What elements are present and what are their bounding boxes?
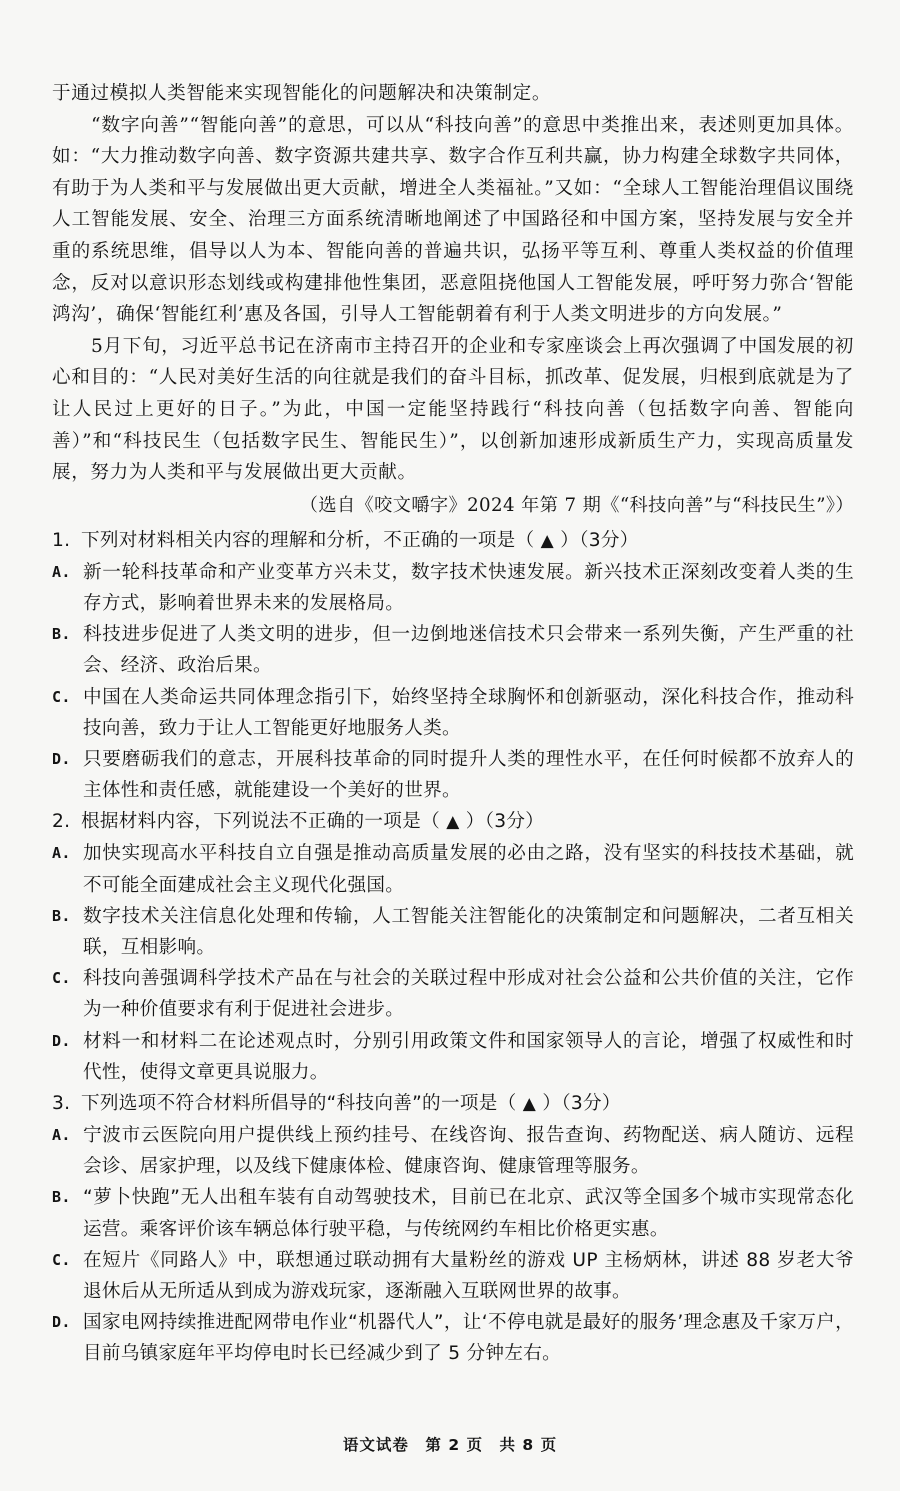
option-a[interactable] [52, 557, 854, 619]
question-stem [52, 806, 854, 838]
option-c[interactable] [52, 1245, 854, 1307]
option-text: 加快实现高水平科技自立自强是推动高质量发展的必由之路，没有坚实的科技技术基础，就不可能全面建成社会主义现代化强国。 [83, 843, 854, 896]
option-letter: B. [52, 906, 71, 925]
option-text: “萝卜快跑”无人出租车装有自动驾驶技术，目前已在北京、武汉等全国多个城市实现常态化运营。乘客评价该车辆总体行驶平稳，与传统网约车相比价格更实惠。 [83, 1187, 854, 1240]
question-score: ）（3分） [542, 1092, 621, 1114]
answer-marker-triangle-icon: ▲ [446, 812, 460, 833]
option-a[interactable] [52, 1120, 854, 1182]
option-text: 只要磨砺我们的意志，开展科技革命的同时提升人类的理性水平，在任何时候都不放弃人的主体性和责任感，就能建设一个美好的世界。 [83, 748, 854, 802]
option-letter: D. [52, 749, 71, 768]
question-stem [52, 1088, 854, 1120]
option-text: 材料一和材料二在论述观点时，分别引用政策文件和国家领导人的言论，增强了权威性和时代性，使得文章更具说服力。 [83, 1030, 854, 1083]
option-letter: B. [52, 625, 71, 644]
option-letter: C. [52, 687, 71, 706]
question-number: 2. [52, 811, 71, 833]
option-letter: A. [52, 1125, 71, 1144]
option-letter: C. [52, 969, 71, 988]
option-d[interactable] [52, 1307, 854, 1369]
question-score: ）（3分） [465, 811, 545, 833]
question-score: ）（3分） [560, 529, 639, 551]
passage-paragraph-2: 5月下旬，习近平总书记在济南市主持召开的企业和专家座谈会上再次强调了中国发展的初心和目的：“人民对美好生活的向往就是我们的奋斗目标，抓改革、促发展，归根到底就是为了让人民过上更好的日子。”为此，中国一定能坚持践行“科技向善（包括数字向善、智能向善）”和“科技民生（包括数字民生、智能民生）”，以创新加速形成新质生产力，实现高质量发展，努力为人类和平与发展做出更大贡献。 [52, 335, 854, 484]
option-letter: D. [52, 1031, 71, 1050]
answer-marker-triangle-icon: ▲ [522, 1093, 537, 1114]
option-text: 宁波市云医院向用户提供线上预约挂号、在线咨询、报告查询、药物配送、病人随访、远程会诊、居家护理，以及线下健康体检、健康咨询、健康管理等服务。 [83, 1124, 854, 1178]
option-text: 数字技术关注信息化处理和传输，人工智能关注智能化的决策制定和问题解决，二者互相关联，互相影响。 [83, 905, 854, 958]
passage-continuation: 于通过模拟人类智能来实现智能化的问题解决和决策制定。 [52, 83, 552, 104]
option-d[interactable] [52, 1026, 854, 1088]
question-stem-text: 根据材料内容，下列说法不正确的一项是（ [81, 811, 440, 833]
option-c[interactable] [52, 682, 854, 744]
question-1 [52, 525, 854, 807]
passage-paragraph-1: “数字向善”“智能向善”的意思，可以从“科技向善”的意思中类推出来，表述则更加具体。如：“大力推动数字向善、数字资源共建共享、数字合作互利共赢，协力构建全球数字共同体，有助于为人类和平与发展做出更大贡献，增进全人类福祉。”又如：“全球人工智能治理倡议围绕人工智能发展、安全、治理三方面系统清晰地阐述了中国路径和中国方案，坚持发展与安全并重的系统思维，倡导以人为本、智能向善的普遍共识，弘扬平等互利、尊重人类权益的价值理念，反对以意识形态划线或构建排他性集团，恶意阻挠他国人工智能发展，呼吁努力弥合‘智能鸿沟’，确保‘智能红利’惠及各国，引导人工智能朝着有利于人类文明进步的方向发展。” [52, 114, 854, 326]
question-number: 3. [52, 1092, 71, 1114]
question-3 [52, 1088, 854, 1370]
option-b[interactable] [52, 619, 854, 681]
question-stem-text: 下列选项不符合材料所倡导的“科技向善”的一项是（ [81, 1092, 517, 1114]
option-text: 科技向善强调科学技术产品在与社会的关联过程中形成对社会公益和公共价值的关注，它作为一种价值要求有利于促进社会进步。 [83, 968, 854, 1021]
answer-marker-triangle-icon: ▲ [540, 530, 555, 551]
option-c[interactable] [52, 963, 854, 1025]
passage-source: （选自《咬文嚼字》2024 年第 7 期《“科技向善”与“科技民生”》） [299, 494, 854, 516]
question-stem [52, 525, 854, 557]
page-footer: 语文试卷 第 2 页 共 8 页 [342, 1436, 558, 1454]
option-d[interactable] [52, 744, 854, 806]
option-b[interactable] [52, 1182, 854, 1244]
option-text: 国家电网持续推进配网带电作业“机器代人”，让‘不停电就是最好的服务’理念惠及千家万户，目前乌镇家庭年平均停电时长已经减少到了 5 分钟左右。 [83, 1312, 854, 1365]
question-2 [52, 806, 854, 1088]
option-letter: A. [52, 562, 71, 581]
question-number: 1. [52, 529, 71, 551]
question-stem-text: 下列对材料相关内容的理解和分析，不正确的一项是（ [81, 529, 535, 551]
option-letter: B. [52, 1188, 71, 1207]
option-text: 在短片《同路人》中，联想通过联动拥有大量粉丝的游戏 UP 主杨炳林，讲述 88 岁老大爷退休后从无所适从到成为游戏玩家，逐渐融入互联网世界的故事。 [83, 1249, 854, 1302]
option-b[interactable] [52, 901, 854, 963]
option-letter: D. [52, 1313, 71, 1332]
option-text: 科技进步促进了人类文明的进步，但一边倒地迷信技术只会带来一系列失衡，产生严重的社会、经济、政治后果。 [83, 624, 854, 677]
option-letter: C. [52, 1250, 71, 1269]
option-a[interactable] [52, 838, 854, 900]
option-text: 新一轮科技革命和产业变革方兴未艾，数字技术快速发展。新兴技术正深刻改变着人类的生存方式，影响着世界未来的发展格局。 [83, 561, 854, 614]
option-text: 中国在人类命运共同体理念指引下，始终坚持全球胸怀和创新驱动，深化科技合作，推动科技向善，致力于让人工智能更好地服务人类。 [83, 686, 854, 739]
option-letter: A. [52, 844, 71, 863]
